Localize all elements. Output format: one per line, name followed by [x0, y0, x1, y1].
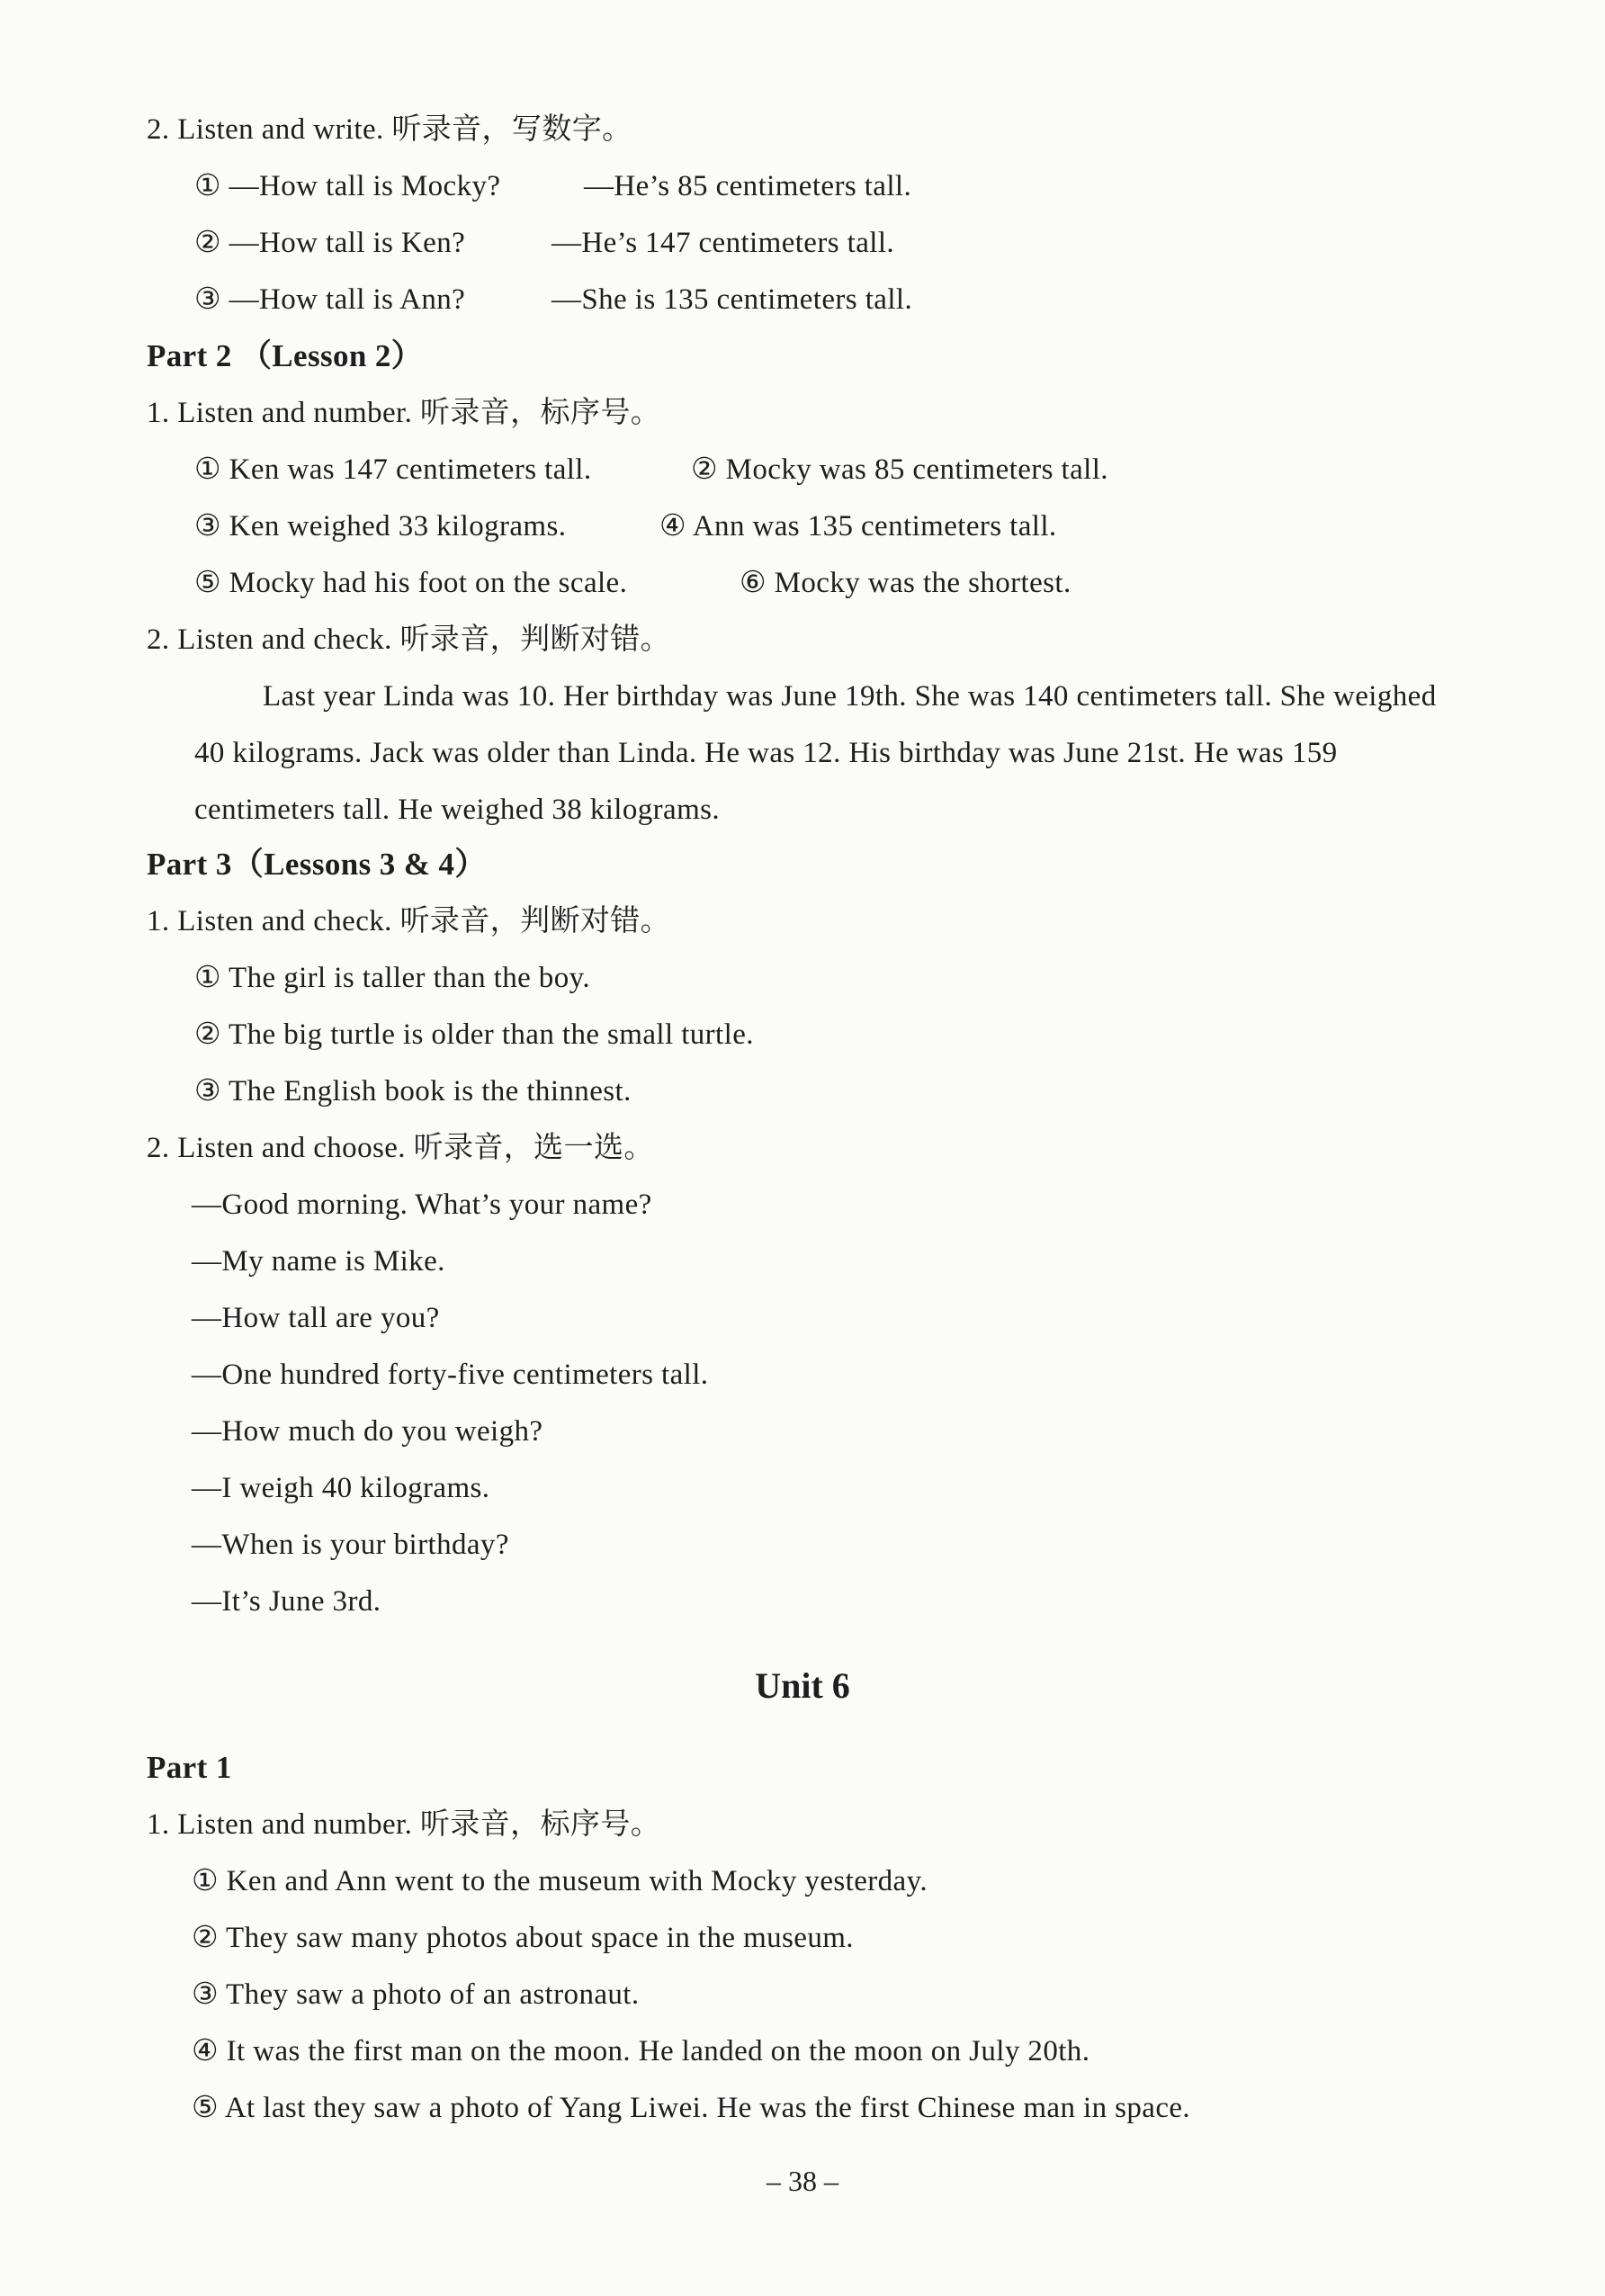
dialogue-question: ① —How tall is Mocky? — [194, 170, 501, 202]
list-item: ① Ken was 147 centimeters tall. — [194, 453, 592, 486]
list-item: ② Mocky was 85 centimeters tall. — [691, 453, 1108, 486]
dialogue-line: —One hundred forty-five centimeters tall. — [192, 1359, 709, 1391]
question-title: 1. Listen and number. 听录音，标序号。 — [147, 1808, 661, 1841]
list-item: ③ Ken weighed 33 kilograms. — [194, 510, 567, 543]
question-title: 1. Listen and number. 听录音，标序号。 — [147, 397, 661, 429]
dialogue-answer: —He’s 85 centimeters tall. — [584, 170, 912, 202]
dialogue-line: —My name is Mike. — [192, 1245, 445, 1278]
dialogue-line: —I weigh 40 kilograms. — [192, 1472, 490, 1504]
part-heading: Part 1 — [147, 1750, 232, 1785]
dialogue-answer: —She is 135 centimeters tall. — [551, 283, 913, 316]
question-title: 2. Listen and write. 听录音，写数字。 — [147, 113, 632, 146]
list-item: ① The girl is taller than the boy. — [194, 962, 591, 994]
question-title: 2. Listen and choose. 听录音，选一选。 — [147, 1132, 654, 1164]
passage — [194, 668, 1472, 839]
dialogue-line: —It’s June 3rd. — [192, 1585, 381, 1618]
list-item: ③ They saw a photo of an astronaut. — [192, 1978, 640, 2011]
list-item: ④ Ann was 135 centimeters tall. — [659, 510, 1057, 543]
list-item: ② They saw many photos about space in the museum. — [192, 1922, 854, 1954]
dialogue-line: —When is your birthday? — [192, 1529, 509, 1561]
part-heading: Part 2 （Lesson 2） — [147, 338, 424, 373]
unit-title: Unit 6 — [755, 1665, 850, 1706]
list-item: ⑤ At last they saw a photo of Yang Liwei. He was the first Chinese man in space. — [192, 2092, 1191, 2124]
list-item: ⑤ Mocky had his foot on the scale. — [194, 567, 628, 599]
dialogue-question: ③ —How tall is Ann? — [194, 283, 466, 316]
list-item: ④ It was the first man on the moon. He landed on the moon on July 20th. — [192, 2035, 1090, 2067]
dialogue-question: ② —How tall is Ken? — [194, 227, 466, 259]
question-title: 2. Listen and check. 听录音，判断对错。 — [147, 623, 671, 656]
part-heading: Part 3（Lessons 3 & 4） — [147, 847, 487, 882]
question-title: 1. Listen and check. 听录音，判断对错。 — [147, 905, 671, 937]
dialogue-line: —How much do you weigh? — [192, 1415, 543, 1448]
passage-text: Last year Linda was 10. Her birthday was June 19th. She was 140 centimeters tall. She weighed 40 kilograms. Jack was older than Linda. He was 12. His birthday was June 21st. He was 159 centimeters tall. He weighed 38 kilograms. — [194, 680, 1437, 826]
dialogue-line: —How tall are you? — [192, 1302, 440, 1334]
list-item: ③ The English book is the thinnest. — [194, 1075, 632, 1108]
list-item: ⑥ Mocky was the shortest. — [740, 567, 1071, 599]
list-item: ① Ken and Ann went to the museum with Mocky yesterday. — [192, 1865, 928, 1897]
dialogue-answer: —He’s 147 centimeters tall. — [551, 227, 895, 259]
list-item: ② The big turtle is older than the small turtle. — [194, 1018, 754, 1051]
dialogue-line: —Good morning. What’s your name? — [192, 1188, 652, 1221]
page-number: – 38 – — [767, 2165, 838, 2197]
